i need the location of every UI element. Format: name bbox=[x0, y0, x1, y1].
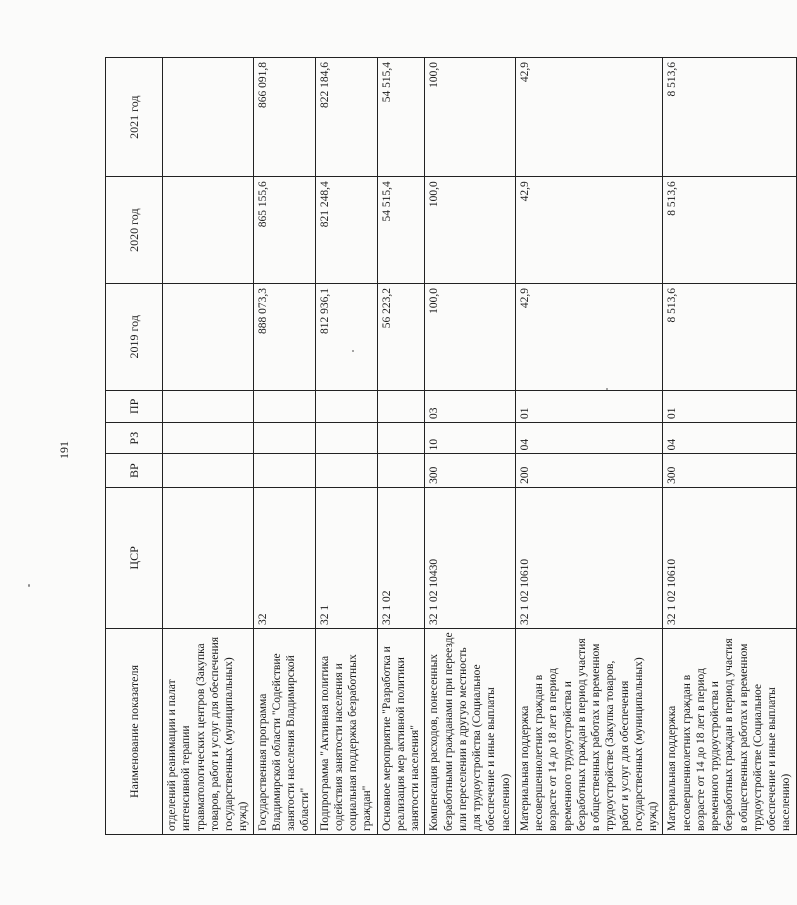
cell-vr bbox=[253, 454, 315, 487]
cell-csr: 32 1 bbox=[315, 487, 377, 628]
cell-2021: 42,9 bbox=[515, 58, 663, 177]
cell-2019: 100,0 bbox=[425, 283, 516, 390]
cell-2019: 888 073,3 bbox=[253, 283, 315, 390]
cell-rz: 10 bbox=[425, 423, 516, 454]
cell-2019 bbox=[163, 283, 254, 390]
table-row bbox=[377, 58, 425, 835]
cell-name: Компенсация расходов, понесенных безработными гражданами при переезде или переселении в другую местность для трудоустройства (Социальное обеспечение и иные выплаты населению) bbox=[425, 629, 516, 835]
rotated-page-content bbox=[105, 57, 793, 835]
cell-vr bbox=[315, 454, 377, 487]
scan-speck bbox=[606, 388, 608, 390]
cell-2020: 100,0 bbox=[425, 177, 516, 284]
cell-2020: 8 513,6 bbox=[663, 177, 796, 284]
cell-vr: 300 bbox=[425, 454, 516, 487]
table-row bbox=[315, 58, 377, 835]
scan-speck bbox=[352, 350, 354, 352]
cell-2019: 812 936,1 bbox=[315, 283, 377, 390]
table-row bbox=[425, 58, 516, 835]
cell-2021: 54 515,4 bbox=[377, 58, 425, 177]
cell-vr: 200 bbox=[515, 454, 663, 487]
cell-name: Основное мероприятие "Разработка и реализация мер активной политики занятости населения" bbox=[377, 629, 425, 835]
cell-name: Государственная программа Владимирской области "Содействие занятости населения Владимирской области" bbox=[253, 629, 315, 835]
cell-csr bbox=[163, 487, 254, 628]
cell-name: отделений реанимации и палат интенсивной терапии травматологических центров (Закупка товаров, работ и услуг для обеспечения государственных (муниципальных) нужд) bbox=[163, 629, 254, 835]
cell-vr bbox=[377, 454, 425, 487]
cell-csr: 32 1 02 10610 bbox=[515, 487, 663, 628]
table-row bbox=[253, 58, 315, 835]
cell-csr: 32 1 02 10430 bbox=[425, 487, 516, 628]
cell-vr: 300 bbox=[663, 454, 796, 487]
cell-2019: 8 513,6 bbox=[663, 283, 796, 390]
cell-2020: 42,9 bbox=[515, 177, 663, 284]
cell-pr: 01 bbox=[663, 390, 796, 422]
header-2019: 2019 год bbox=[106, 283, 163, 390]
cell-pr bbox=[253, 390, 315, 422]
page-number: 191 bbox=[57, 441, 71, 459]
cell-2021: 822 184,6 bbox=[315, 58, 377, 177]
table-header-row bbox=[106, 58, 163, 835]
cell-pr bbox=[163, 390, 254, 422]
cell-pr bbox=[377, 390, 425, 422]
cell-pr: 01 bbox=[515, 390, 663, 422]
cell-csr: 32 1 02 10610 bbox=[663, 487, 796, 628]
cell-rz bbox=[163, 423, 254, 454]
header-vr: ВР bbox=[106, 454, 163, 487]
header-pr: ПР bbox=[106, 390, 163, 422]
cell-2021: 866 091,8 bbox=[253, 58, 315, 177]
cell-rz: 04 bbox=[515, 423, 663, 454]
scan-speck bbox=[28, 584, 30, 587]
header-2020: 2020 год bbox=[106, 177, 163, 284]
header-rz: РЗ bbox=[106, 423, 163, 454]
cell-name: Материальная поддержка несовершеннолетних граждан в возрасте от 14 до 18 лет в период временного трудоустройства и безработных граждан в период участия в общественных работах и временном трудоустройстве (Закупка товаров, работ и услуг для обеспечения государственных (муниципальных) нужд) bbox=[515, 629, 663, 835]
table-row bbox=[663, 58, 796, 835]
cell-vr bbox=[163, 454, 254, 487]
cell-2020: 54 515,4 bbox=[377, 177, 425, 284]
budget-table-wrapper bbox=[105, 57, 793, 835]
cell-name: Подпрограмма "Активная политика содействия занятости населения и социальная поддержка безработных граждан" bbox=[315, 629, 377, 835]
cell-2019: 42,9 bbox=[515, 283, 663, 390]
cell-2019: 56 223,2 bbox=[377, 283, 425, 390]
cell-2020 bbox=[163, 177, 254, 284]
table-row bbox=[515, 58, 663, 835]
cell-pr bbox=[315, 390, 377, 422]
header-csr: ЦСР bbox=[106, 487, 163, 628]
budget-table bbox=[105, 57, 797, 835]
cell-pr: 03 bbox=[425, 390, 516, 422]
cell-rz: 04 bbox=[663, 423, 796, 454]
cell-rz bbox=[253, 423, 315, 454]
cell-csr: 32 bbox=[253, 487, 315, 628]
cell-rz bbox=[315, 423, 377, 454]
cell-csr: 32 1 02 bbox=[377, 487, 425, 628]
cell-2021: 8 513,6 bbox=[663, 58, 796, 177]
cell-2020: 865 155,6 bbox=[253, 177, 315, 284]
cell-2020: 821 248,4 bbox=[315, 177, 377, 284]
header-name: Наименование показателя bbox=[106, 629, 163, 835]
header-2021: 2021 год bbox=[106, 58, 163, 177]
cell-2021 bbox=[163, 58, 254, 177]
cell-rz bbox=[377, 423, 425, 454]
cell-name: Материальная поддержка несовершеннолетних граждан в возрасте от 14 до 18 лет в период временного трудоустройства и безработных граждан в период участия в общественных работах и временном трудоустройстве (Социальное обеспечение и иные выплаты населению) bbox=[663, 629, 796, 835]
table-row bbox=[163, 58, 254, 835]
cell-2021: 100,0 bbox=[425, 58, 516, 177]
